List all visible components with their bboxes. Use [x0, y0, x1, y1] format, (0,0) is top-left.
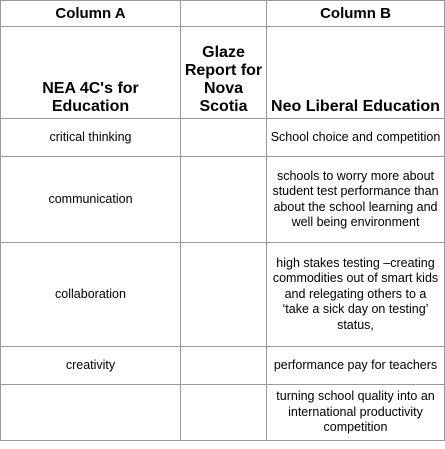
column-header-row	[1, 1, 445, 27]
glaze-cell[interactable]	[181, 119, 267, 157]
neo-liberal-cell[interactable]: turning school quality into an international productivity competition	[267, 385, 445, 441]
column-b-header[interactable]: Column B	[267, 1, 445, 27]
table-row	[1, 243, 445, 347]
glaze-cell[interactable]	[181, 385, 267, 441]
neo-liberal-title[interactable]: Neo Liberal Education	[267, 27, 445, 119]
empty-header-cell[interactable]	[181, 1, 267, 27]
table-row	[1, 385, 445, 441]
nea-4cs-title[interactable]: NEA 4C's for Education	[1, 27, 181, 119]
title-row	[1, 27, 445, 119]
glaze-cell[interactable]	[181, 243, 267, 347]
table-row	[1, 157, 445, 243]
neo-liberal-cell[interactable]: schools to worry more about student test performance than about the school learning and well being environment	[267, 157, 445, 243]
table-row	[1, 347, 445, 385]
nea-cell[interactable]: collaboration	[1, 243, 181, 347]
column-a-header[interactable]: Column A	[1, 1, 181, 27]
nea-cell[interactable]: communication	[1, 157, 181, 243]
neo-liberal-cell[interactable]: performance pay for teachers	[267, 347, 445, 385]
glaze-cell[interactable]	[181, 157, 267, 243]
neo-liberal-cell[interactable]: School choice and competition	[267, 119, 445, 157]
nea-cell[interactable]: critical thinking	[1, 119, 181, 157]
nea-cell[interactable]	[1, 385, 181, 441]
glaze-cell[interactable]	[181, 347, 267, 385]
nea-cell[interactable]: creativity	[1, 347, 181, 385]
table-row	[1, 119, 445, 157]
glaze-report-title[interactable]: Glaze Report for Nova Scotia	[181, 27, 267, 119]
neo-liberal-cell[interactable]: high stakes testing –creating commodities out of smart kids and relegating others to a ‘take a sick day on testing’ status,	[267, 243, 445, 347]
